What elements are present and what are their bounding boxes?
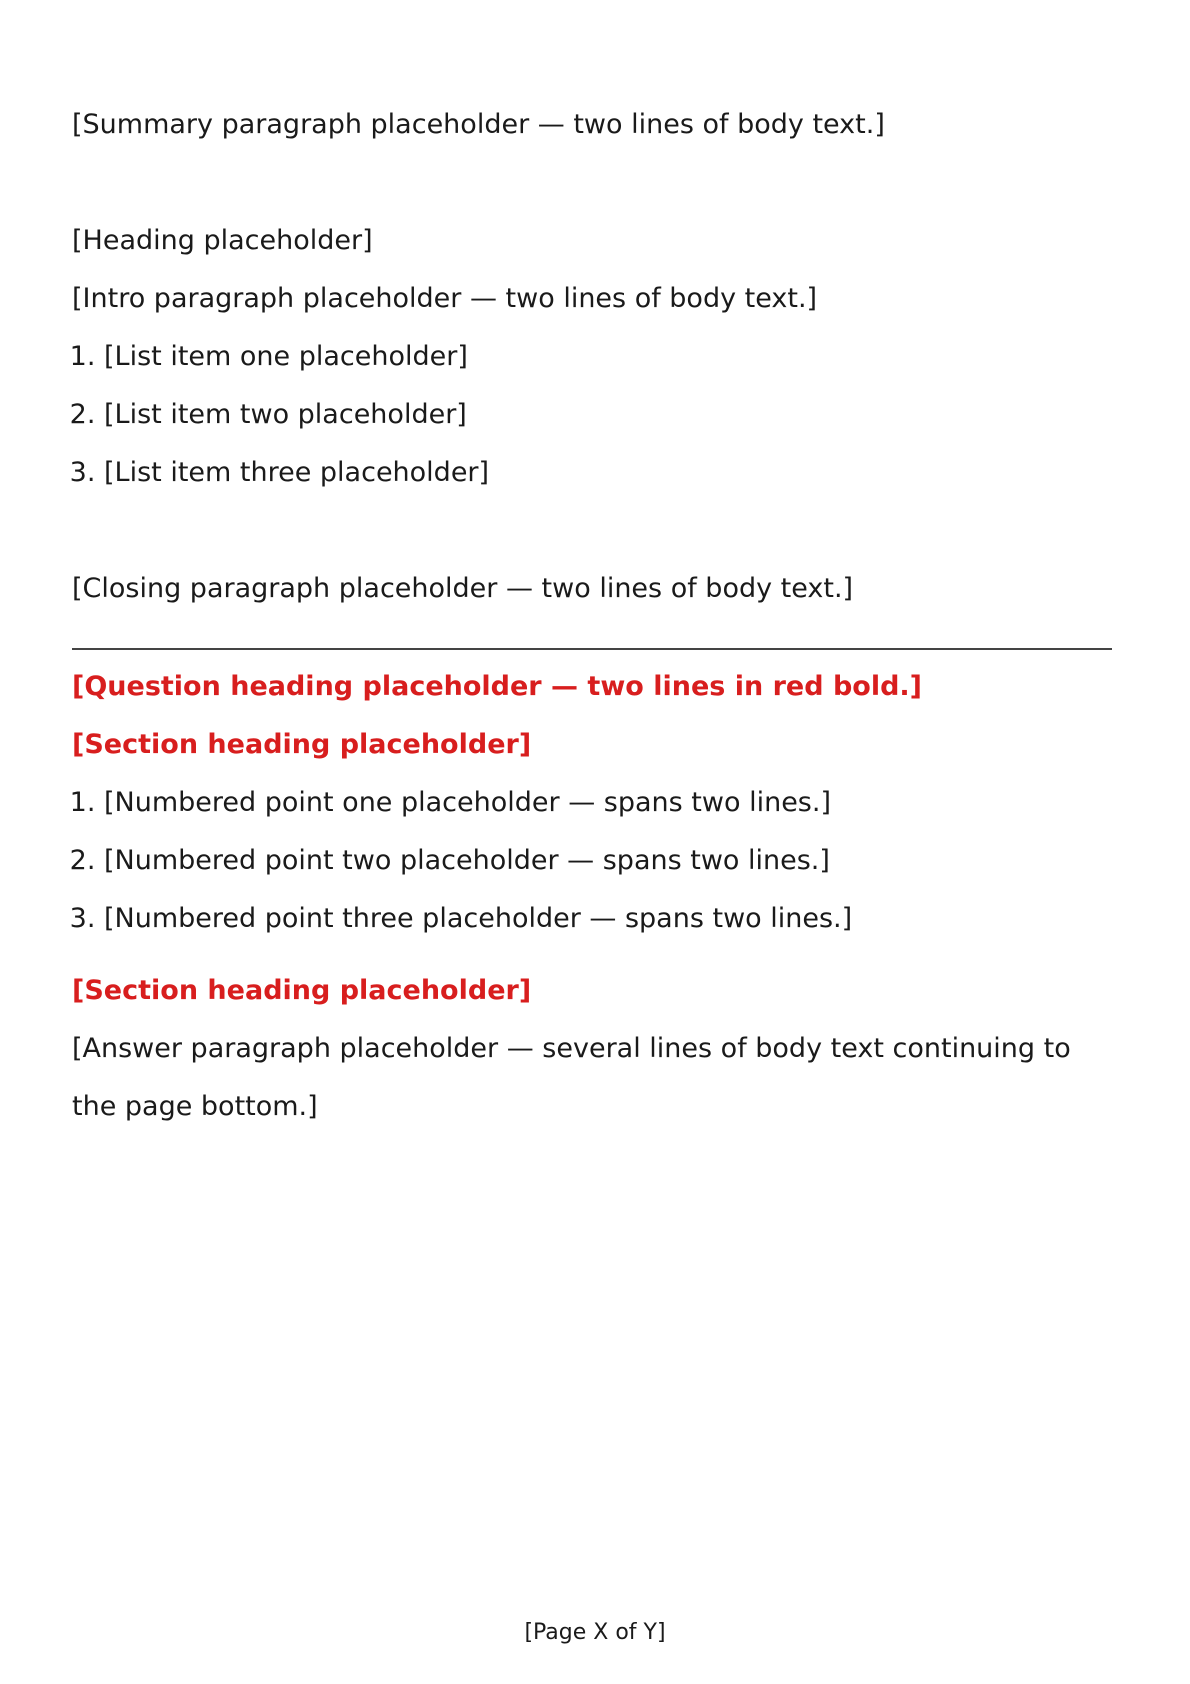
answer-heading: [Section heading placeholder] bbox=[72, 975, 532, 1006]
list-item: 2. [Numbered point two placeholder — spans two lines.] bbox=[104, 832, 1112, 890]
list-item: 2. [List item two placeholder] bbox=[104, 386, 1112, 444]
answer-paragraph: [Answer paragraph placeholder — several lines of body text continuing to the page bottom.] bbox=[72, 1033, 1071, 1122]
page-number: [Page X of Y] bbox=[524, 1620, 666, 1645]
list-item: 3. [List item three placeholder] bbox=[104, 444, 1112, 502]
tips-list bbox=[72, 328, 1112, 502]
analysis-heading: [Section heading placeholder] bbox=[72, 729, 532, 760]
document-body bbox=[72, 96, 1112, 1136]
section-divider bbox=[72, 648, 1112, 650]
tips-conclusion: [Closing paragraph placeholder — two lines of body text.] bbox=[72, 573, 854, 604]
list-item: 1. [List item one placeholder] bbox=[104, 328, 1112, 386]
tips-intro: [Intro paragraph placeholder — two lines of body text.] bbox=[72, 283, 818, 314]
tips-heading: [Heading placeholder] bbox=[72, 225, 373, 256]
analysis-list bbox=[72, 774, 1112, 948]
summary-paragraph: [Summary paragraph placeholder — two lines of body text.] bbox=[72, 109, 885, 140]
question-title: [Question heading placeholder — two lines in red bold.] bbox=[72, 671, 923, 702]
list-item: 1. [Numbered point one placeholder — spans two lines.] bbox=[104, 774, 1112, 832]
list-item: 3. [Numbered point three placeholder — spans two lines.] bbox=[104, 890, 1112, 948]
